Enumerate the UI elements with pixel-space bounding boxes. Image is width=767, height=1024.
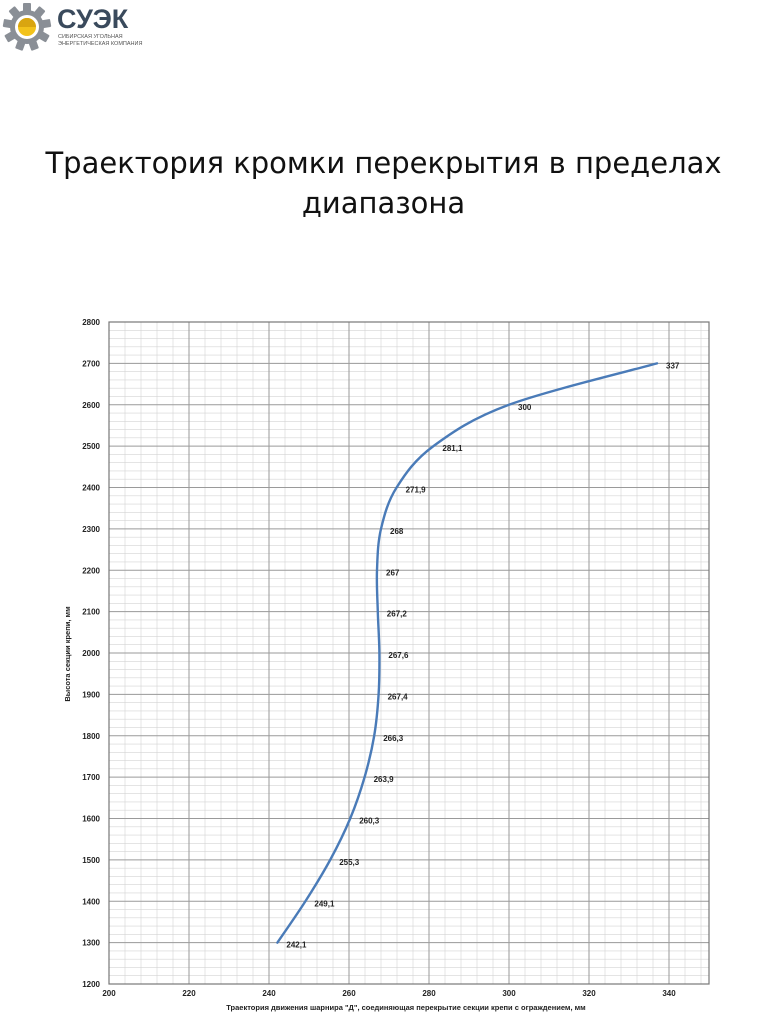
y-tick-label: 2100 — [82, 607, 100, 617]
data-label: 255,3 — [339, 857, 360, 867]
y-tick-label: 1300 — [82, 938, 100, 948]
data-label: 281,1 — [442, 444, 463, 454]
data-label: 300 — [518, 402, 532, 412]
x-tick-label: 220 — [182, 989, 196, 998]
y-tick-label: 2700 — [82, 359, 100, 369]
y-tick-label: 1900 — [82, 690, 100, 700]
data-label: 337 — [666, 361, 680, 371]
data-label: 267,2 — [386, 609, 407, 619]
x-tick-label: 260 — [342, 989, 356, 998]
slide-title-line2: диапазона — [301, 186, 466, 220]
x-axis-label: Траектория движения шарнира "Д", соединяющая перекрытие секции крепи с ограждением, мм — [226, 1003, 586, 1012]
data-label: 271,9 — [405, 485, 426, 495]
data-label: 267 — [386, 568, 400, 578]
y-tick-label: 1400 — [82, 897, 100, 907]
data-label: 268 — [390, 526, 404, 536]
data-label: 260,3 — [359, 816, 380, 826]
x-tick-label: 200 — [102, 989, 116, 998]
y-tick-label: 2800 — [82, 318, 100, 327]
logo-name: СУЭК — [57, 4, 129, 34]
x-tick-label: 240 — [262, 989, 276, 998]
y-tick-label: 2300 — [82, 524, 100, 534]
y-tick-label: 1200 — [82, 980, 100, 989]
y-tick-label: 1500 — [82, 855, 100, 865]
y-tick-label: 2200 — [82, 566, 100, 576]
x-tick-label: 280 — [422, 989, 436, 998]
data-label: 242,1 — [286, 940, 307, 950]
y-tick-label: 2000 — [82, 649, 100, 658]
data-label: 267,6 — [388, 651, 409, 660]
data-label: 266,3 — [383, 733, 404, 743]
logo-subtitle-line2: ЭНЕРГЕТИЧЕСКАЯ КОМПАНИЯ — [58, 40, 143, 47]
data-label: 267,4 — [387, 692, 408, 702]
logo-subtitle-line1: СИБИРСКАЯ УГОЛЬНАЯ — [58, 34, 123, 40]
y-tick-label: 1700 — [82, 773, 100, 783]
y-axis-label: Высота секции крепи, мм — [63, 606, 72, 702]
y-tick-label: 1600 — [82, 814, 100, 824]
y-tick-label: 2400 — [82, 483, 100, 493]
x-tick-label: 300 — [502, 989, 516, 998]
y-tick-label: 1800 — [82, 731, 100, 741]
x-tick-label: 340 — [662, 989, 676, 998]
slide-title-line1: Траектория кромки перекрытия в пределах — [45, 146, 722, 180]
y-tick-label: 2500 — [82, 442, 100, 452]
y-tick-label: 2600 — [82, 400, 100, 410]
x-tick-label: 320 — [582, 989, 596, 998]
data-label: 249,1 — [314, 899, 335, 909]
data-label: 263,9 — [373, 775, 394, 785]
